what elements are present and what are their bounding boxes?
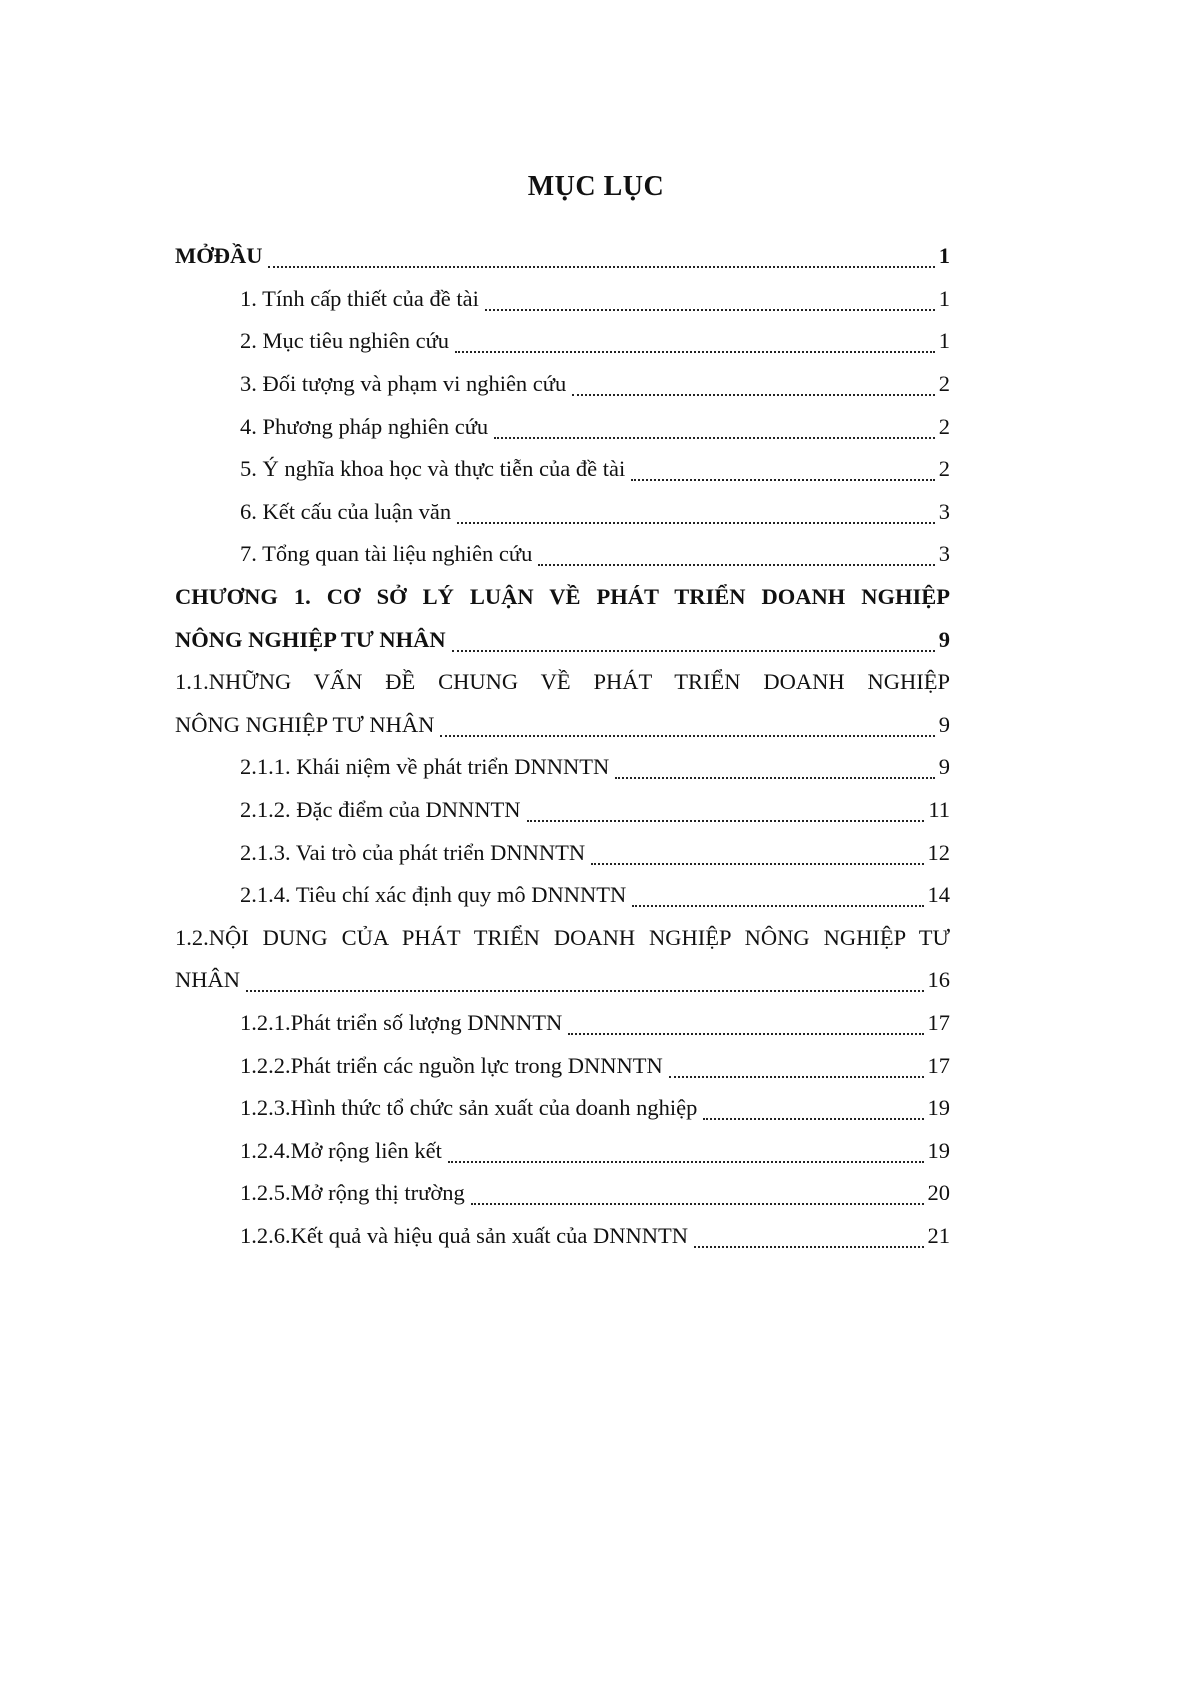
toc-entry[interactable] — [175, 320, 950, 363]
toc-entry-label: 2.1.2. Đặc điểm của DNNNTN — [240, 797, 521, 823]
toc-entry-label: 1.2.4.Mở rộng liên kết — [240, 1137, 442, 1163]
dot-leader — [457, 522, 935, 524]
dot-leader — [485, 309, 935, 311]
toc-entry-label: 1.2.6.Kết quả và hiệu quả sản xuất của DNNNTN — [240, 1222, 689, 1248]
toc-entry[interactable] — [175, 363, 950, 406]
toc-entry-page-number: 11 — [928, 797, 950, 823]
toc-entry-label: NÔNG NGHIỆP TƯ NHÂN — [175, 711, 435, 737]
toc-entry-page-number: 17 — [927, 1009, 950, 1035]
toc-entry-page-number: 9 — [938, 711, 950, 737]
dot-leader — [694, 1246, 923, 1248]
dot-leader — [448, 1161, 924, 1163]
toc-entry-page-number: 9 — [938, 754, 950, 780]
toc-entry[interactable] — [175, 831, 950, 874]
toc-entry[interactable] — [175, 1044, 950, 1087]
toc-entry-label: 1.2.1.Phát triển số lượng DNNNTN — [240, 1009, 563, 1035]
toc-entry-page-number: 19 — [927, 1095, 950, 1121]
toc-entry[interactable] — [175, 917, 950, 960]
dot-leader — [455, 351, 935, 353]
toc-entry-label: 2.1.3. Vai trò của phát triển DNNNTN — [240, 839, 586, 865]
toc-entry-label: 2.1.4. Tiêu chí xác định quy mô DNNNTN — [240, 882, 627, 908]
toc-entry-page-number: 19 — [927, 1137, 950, 1163]
toc-entry-page-number: 17 — [927, 1052, 950, 1078]
toc-entry[interactable] — [175, 704, 950, 747]
toc-entry[interactable] — [175, 618, 950, 661]
toc-entry-label: 1.2.NỘI DUNG CỦA PHÁT TRIỂN DOANH NGHIỆP NÔNG NGHIỆP TƯ — [175, 924, 950, 950]
dot-leader — [494, 437, 935, 439]
dot-leader — [440, 735, 934, 737]
toc-entry-page-number: 14 — [927, 882, 950, 908]
toc-entry[interactable] — [175, 491, 950, 534]
toc-entry-page-number: 2 — [938, 371, 950, 397]
toc-entry-label: 7. Tổng quan tài liệu nghiên cứu — [240, 541, 533, 567]
toc-entry[interactable] — [175, 661, 950, 704]
toc-entry[interactable] — [175, 789, 950, 832]
toc-entry-label: NHÂN — [175, 967, 240, 993]
dot-leader — [268, 266, 934, 268]
toc-entry-page-number: 3 — [938, 498, 950, 524]
toc-entry-page-number: 1 — [938, 328, 950, 354]
toc-entry[interactable] — [175, 959, 950, 1002]
toc-entry-page-number: 9 — [938, 626, 950, 652]
toc-entry-page-number: 12 — [927, 839, 950, 865]
dot-leader — [572, 394, 935, 396]
toc-entry[interactable] — [175, 1129, 950, 1172]
toc-entry-label: 1.2.5.Mở rộng thị trường — [240, 1180, 465, 1206]
dot-leader — [591, 863, 923, 865]
dot-leader — [452, 650, 935, 652]
toc-entry[interactable] — [175, 576, 950, 619]
toc-entry[interactable] — [175, 1002, 950, 1045]
dot-leader — [631, 479, 935, 481]
dot-leader — [703, 1118, 923, 1120]
toc-entry-label: NÔNG NGHIỆP TƯ NHÂN — [175, 626, 446, 652]
toc-entry-page-number: 1 — [938, 243, 950, 269]
toc-entry-label: 3. Đối tượng và phạm vi nghiên cứu — [240, 371, 567, 397]
toc-entry-page-number: 2 — [938, 456, 950, 482]
toc-entry-page-number: 2 — [938, 413, 950, 439]
toc-entry-label: 1. Tính cấp thiết của đề tài — [240, 285, 479, 311]
dot-leader — [471, 1203, 924, 1205]
toc-entry-page-number: 1 — [938, 285, 950, 311]
toc-entry[interactable] — [175, 235, 950, 278]
toc-entry-label: 2. Mục tiêu nghiên cứu — [240, 328, 450, 354]
toc-entry[interactable] — [175, 278, 950, 321]
table-of-contents — [175, 235, 950, 1257]
toc-entry-page-number: 16 — [927, 967, 950, 993]
toc-entry[interactable] — [175, 405, 950, 448]
toc-entry-page-number: 3 — [938, 541, 950, 567]
dot-leader — [568, 1033, 923, 1035]
toc-entry-label: CHƯƠNG 1. CƠ SỞ LÝ LUẬN VỀ PHÁT TRIỂN DOANH NGHIỆP — [175, 584, 950, 610]
toc-entry-page-number: 21 — [927, 1222, 950, 1248]
toc-entry-page-number: 20 — [927, 1180, 950, 1206]
toc-entry-label: MỞĐẦU — [175, 243, 263, 269]
toc-entry-label: 6. Kết cấu của luận văn — [240, 498, 452, 524]
toc-entry-label: 1.2.3.Hình thức tổ chức sản xuất của doanh nghiệp — [240, 1095, 698, 1121]
dot-leader — [615, 777, 934, 779]
toc-entry[interactable] — [175, 448, 950, 491]
toc-entry-label: 2.1.1. Khái niệm về phát triển DNNNTN — [240, 754, 610, 780]
toc-entry-label: 1.1.NHỮNG VẤN ĐỀ CHUNG VỀ PHÁT TRIỂN DOANH NGHIỆP — [175, 669, 950, 695]
toc-entry-label: 4. Phương pháp nghiên cứu — [240, 413, 489, 439]
dot-leader — [527, 820, 925, 822]
toc-entry[interactable] — [175, 1087, 950, 1130]
dot-leader — [538, 564, 934, 566]
toc-entry[interactable] — [175, 1172, 950, 1215]
toc-entry[interactable] — [175, 1215, 950, 1258]
dot-leader — [632, 905, 923, 907]
toc-entry[interactable] — [175, 746, 950, 789]
dot-leader — [669, 1076, 924, 1078]
toc-title: MỤC LỤC — [527, 171, 665, 202]
toc-entry[interactable] — [175, 533, 950, 576]
toc-entry-label: 5. Ý nghĩa khoa học và thực tiễn của đề tài — [240, 456, 626, 482]
dot-leader — [246, 990, 924, 992]
toc-entry-label: 1.2.2.Phát triển các nguồn lực trong DNNNTN — [240, 1052, 663, 1078]
toc-entry[interactable] — [175, 874, 950, 917]
